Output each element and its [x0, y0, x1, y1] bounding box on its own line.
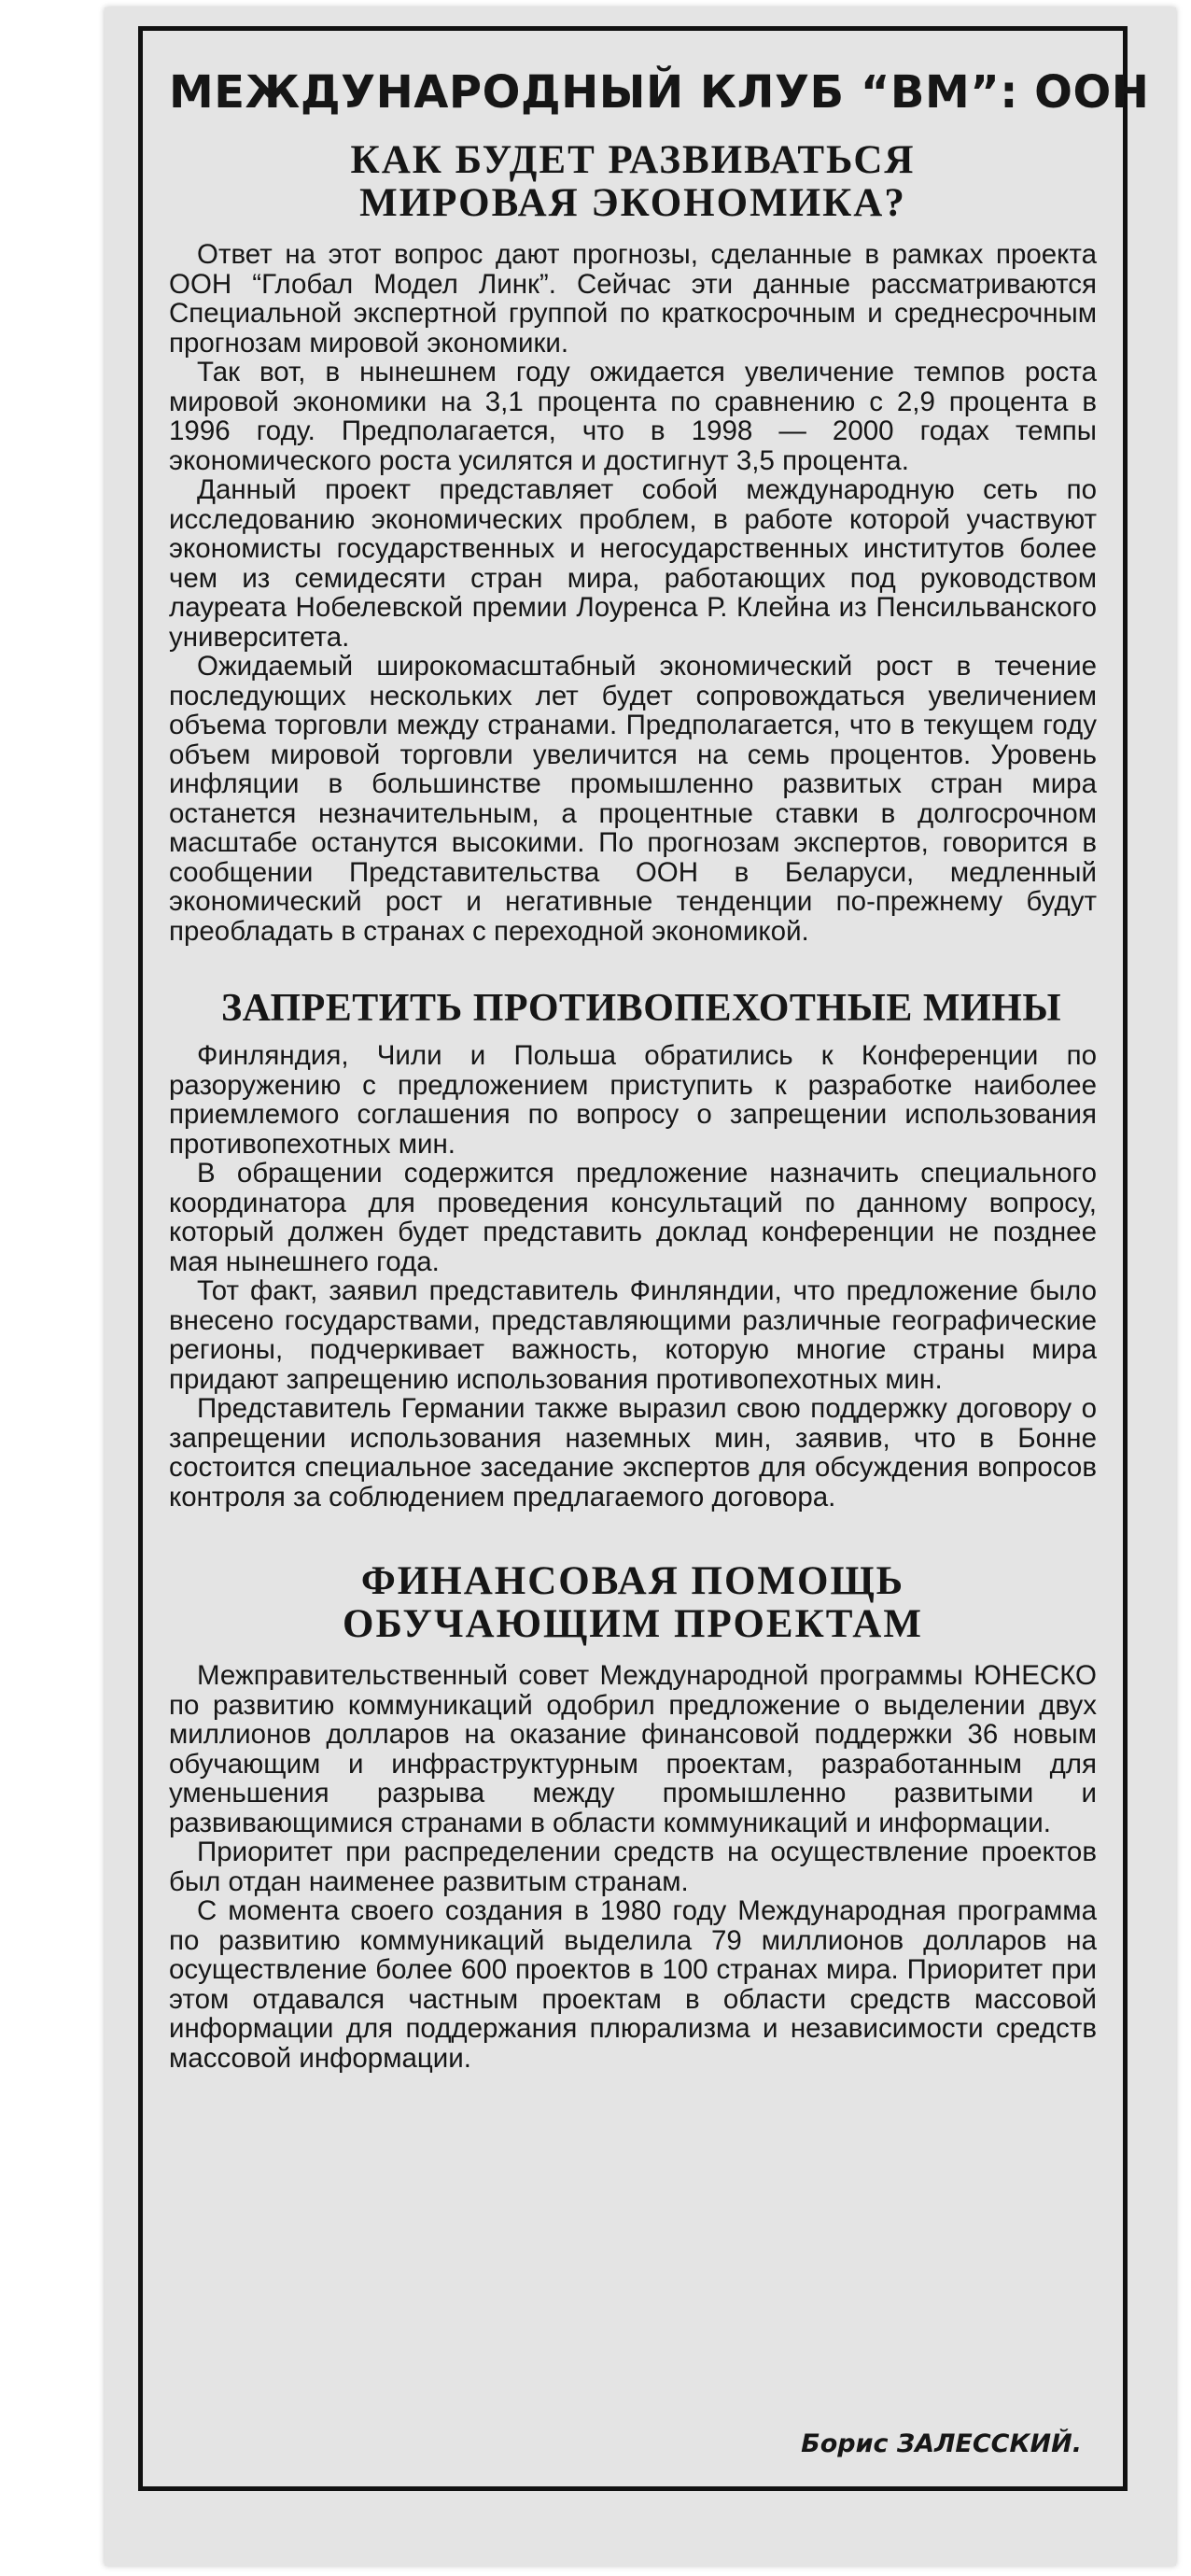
article-3-body: [169, 1661, 1097, 2073]
article-3-paragraph: Межправительственный совет Международной программы ЮНЕСКО по развитию коммуникаций одобрил предложение о выделении двух миллионов долларов на оказание финансовой поддержки 36 новым обучающим и инфраструктурным проектам, разработанным для уменьшения разрыва между промышленно развитыми и развивающимися странами в области коммуникаций и информации.: [169, 1660, 1097, 1838]
article-1-headline: [169, 139, 1097, 225]
article-2-paragraph: Представитель Германии также выразил свою поддержку договору о запрещении использования наземных мин, заявив, что в Бонне состоится специальное заседание экспертов для обсуждения вопросов контроля за соблюдением предлагаемого договора.: [169, 1393, 1097, 1513]
article-2-headline-line-1: ЗАПРЕТИТЬ ПРОТИВОПЕХОТНЫЕ МИНЫ: [221, 987, 1062, 1030]
article-frame: [138, 26, 1150, 2491]
article-1-paragraph: Ожидаемый широкомасштабный экономический рост в течение последующих нескольких лет будет сопровождаться увеличением объема торговли между странами. Предполагается, что в текущем году объем мировой торговли увеличится на семь процентов. Уровень инфляции в большинстве промышленно развитых стран мира останется незначительным, а процентные ставки в долгосрочном масштабе останутся высокими. По прогнозам экспертов, говорится в сообщении Представительства ООН в Беларуси, медленный экономический рост и негативные тенденции по-прежнему будут преобладать в странах с переходной экономикой.: [169, 651, 1097, 947]
article-1-headline-line-2: МИРОВАЯ ЭКОНОМИКА?: [359, 181, 906, 225]
article-3-paragraph: С момента своего создания в 1980 году Международная программа по развитию коммуникаций выделила 79 миллионов долларов на осуществление более 600 проектов в 100 странах мира. Приоритет при этом отдавался частным проектам в области средств массовой информации для поддержания плюрализма и независимости средств массовой информации.: [169, 1895, 1097, 2074]
article-2-headline: [221, 987, 1097, 1030]
article-2-paragraph: Финляндия, Чили и Польша обратились к Конференции по разоружению с предложением приступить к разработке наиболее приемлемого соглашения по вопросу о запрещении использования противопехотных мин.: [169, 1040, 1097, 1160]
article-3-headline: [169, 1560, 1097, 1646]
author-signature: Борис ЗАЛЕССКИЙ.: [801, 2429, 1082, 2458]
article-3-headline-line-2: ОБУЧАЮЩИМ ПРОЕКТАМ: [343, 1602, 923, 1646]
article-3-paragraph: Приоритет при распределении средств на осуществление проектов был отдан наименее развитым странам.: [169, 1837, 1097, 1897]
masthead-title: МЕЖДУНАРОДНЫЙ КЛУБ “ВМ”: ООН: [169, 66, 1150, 119]
article-2-paragraph: Тот факт, заявил представитель Финляндии, что предложение было внесено государствами, представляющими различные географические регионы, подчеркивает важность, которую многие страны мира придают запрещению использования противопехотных мин.: [169, 1275, 1097, 1395]
article-1-headline-line-1: КАК БУДЕТ РАЗВИВАТЬСЯ: [350, 138, 916, 182]
article-3-headline-line-1: ФИНАНСОВАЯ ПОМОЩЬ: [360, 1559, 905, 1603]
article-1-body: [169, 240, 1097, 946]
article-2-paragraph: В обращении содержится предложение назначить специального координатора для проведения консультаций по данному вопросу, который должен будет представить доклад конференции не позднее мая нынешнего года.: [169, 1158, 1097, 1277]
article-1-paragraph: Данный проект представляет собой международную сеть по исследованию экономических проблем, в работе которой участвуют экономисты государственных и негосударственных институтов более чем из семидесяти стран мира, работающих под руководством лауреата Нобелевской премии Лоуренса Р. Клейна из Пенсильванского университета.: [169, 474, 1097, 653]
article-2-body: [169, 1041, 1097, 1512]
newspaper-clipping: [105, 7, 1176, 2566]
article-1-paragraph: Ответ на этот вопрос дают прогнозы, сделанные в рамках проекта ООН “Глобал Модел Линк”. Сейчас эти данные рассматриваются Специальной экспертной группой по краткосрочным и среднесрочным прогнозам мировой экономики.: [169, 239, 1097, 359]
article-1-paragraph: Так вот, в нынешнем году ожидается увеличение темпов роста мировой экономики на 3,1 процента по сравнению с 2,9 процента в 1996 году. Предполагается, что в 1998 — 2000 годах темпы экономического роста усилятся и достигнут 3,5 процента.: [169, 357, 1097, 476]
masthead: [169, 66, 1150, 119]
